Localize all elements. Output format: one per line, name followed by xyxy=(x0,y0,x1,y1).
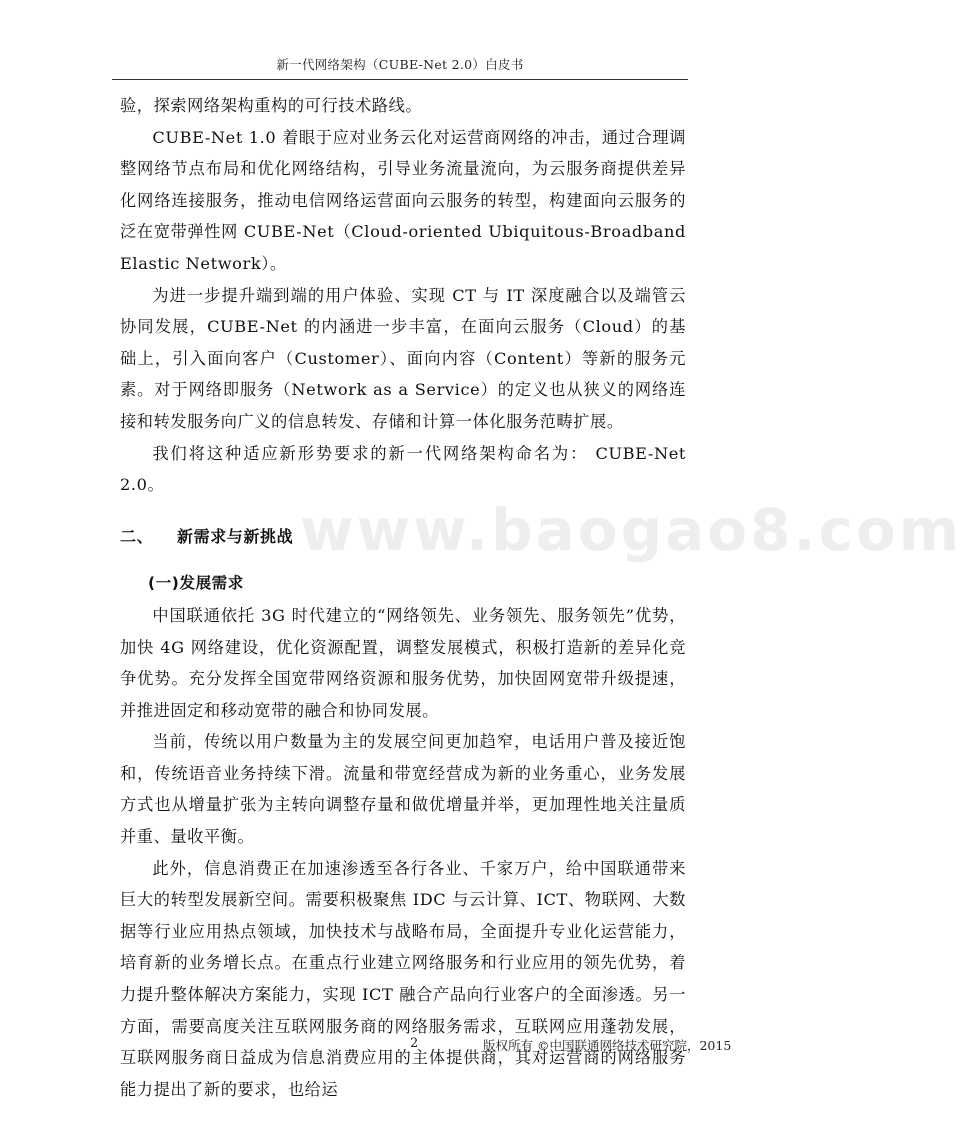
watermark: www.baogao8.com xyxy=(300,496,962,564)
page-number: 2 xyxy=(410,1036,419,1051)
section-title: 新需求与新挑战 xyxy=(177,526,294,546)
paragraph: 为进一步提升端到端的用户体验、实现 CT 与 IT 深度融合以及端管云协同发展，CUBE-Net 的内涵进一步丰富，在面向云服务（Cloud）的基础上，引入面向客户（Customer）、面向内容（Content）等新的服务元素。对于网络即服务（Network as a Service）的定义也从狭义的网络连接和转发服务向广义的信息转发、存储和计算一体化服务范畴扩展。 xyxy=(120,285,686,431)
paragraph: 此外，信息消费正在加速渗透至各行各业、千家万户，给中国联通带来巨大的转型发展新空间。需要积极聚焦 IDC 与云计算、ICT、物联网、大数据等行业应用热点领域，加快技术与战略布局，全面提升专业化运营能力，培育新的业务增长点。在重点行业建立网络服务和行业应用的领先优势，着力提升整体解决方案能力，实现 ICT 融合产品向行业客户的全面渗透。另一方面，需要高度关注互联网服务商的网络服务需求，互联网应用蓬勃发展，互联网服务商日益成为信息消费应用的主体提供商，其对运营商的网络服务能力提出了新的要求，也给运 xyxy=(120,858,686,1099)
section-heading xyxy=(120,521,686,553)
paragraph: 验，探索网络架构重构的可行技术路线。 xyxy=(120,96,423,115)
header-divider xyxy=(112,79,688,80)
paragraph: 当前，传统以用户数量为主的发展空间更加趋窄，电话用户普及接近饱和，传统语音业务持续下滑。流量和带宽经营成为新的业务重心，业务发展方式也从增量扩张为主转向调整存量和做优增量并举，更加理性地关注量质并重、量收平衡。 xyxy=(120,732,686,847)
page-header: 新一代网络架构（CUBE-Net 2.0）白皮书 xyxy=(276,57,524,72)
copyright-notice: 版权所有 ©中国联通网络技术研究院，2015 xyxy=(483,1038,732,1053)
subsection-heading: (一)发展需求 xyxy=(148,574,244,593)
section-number: 二、 xyxy=(120,526,154,546)
paragraph: 我们将这种适应新形势要求的新一代网络架构命名为： CUBE-Net 2.0。 xyxy=(120,443,686,495)
document-body xyxy=(120,90,686,1105)
paragraph: CUBE-Net 1.0 着眼于应对业务云化对运营商网络的冲击，通过合理调整网络节点布局和优化网络结构，引导业务流量流向，为云服务商提供差异化网络连接服务，推动电信网络运营面向云服务的转型，构建面向云服务的泛在宽带弹性网 CUBE-Net（Cloud-oriented Ubiquitous-Broadband Elastic Network）。 xyxy=(120,127,686,273)
paragraph: 中国联通依托 3G 时代建立的“网络领先、业务领先、服务领先”优势，加快 4G 网络建设，优化资源配置，调整发展模式，积极打造新的差异化竞争优势。充分发挥全国宽带网络资源和服务优势，加快固网宽带升级提速，并推进固定和移动宽带的融合和协同发展。 xyxy=(120,605,686,720)
